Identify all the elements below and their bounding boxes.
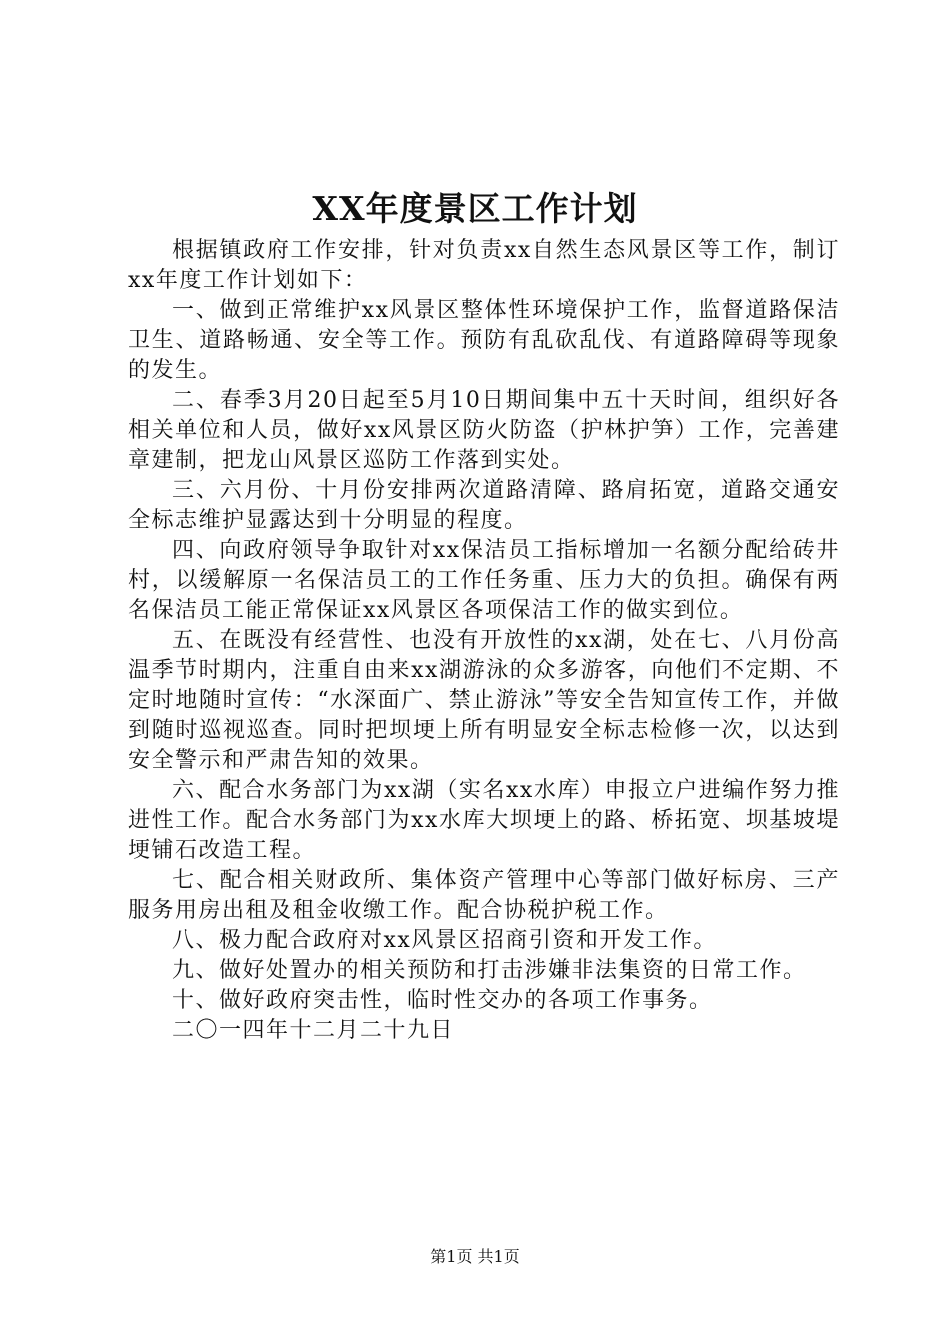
item-3-paragraph: 三、六月份、十月份安排两次道路清障、路肩拓宽，道路交通安全标志维护显露达到十分明显的程度。 [128,478,840,533]
item-7-paragraph: 七、配合相关财政所、集体资产管理中心等部门做好标房、三产服务用房出租及租金收缴工作。配合协税护税工作。 [128,868,840,923]
intro-paragraph: 根据镇政府工作安排，针对负责xx自然生态风景区等工作，制订xx年度工作计划如下： [128,238,840,293]
item-2-paragraph: 二、春季3月20日起至5月10日期间集中五十天时间，组织好各相关单位和人员，做好xx风景区防火防盗（护林护笋）工作，完善建章建制，把龙山风景区巡防工作落到实处。 [128,388,840,473]
item-6-paragraph: 六、配合水务部门为xx湖（实名xx水库）申报立户进编作努力推进性工作。配合水务部门为xx水库大坝埂上的路、桥拓宽、坝基坡堤埂铺石改造工程。 [128,778,840,863]
document-title: XX年度景区工作计划 [312,189,638,228]
item-8-paragraph: 八、极力配合政府对xx风景区招商引资和开发工作。 [172,928,717,953]
document-body [128,236,840,1046]
item-4-paragraph: 四、向政府领导争取针对xx保洁员工指标增加一名额分配给砖井村，以缓解原一名保洁员工的工作任务重、压力大的负担。确保有两名保洁员工能正常保证xx风景区各项保洁工作的做实到位。 [128,538,840,623]
item-10-paragraph: 十、做好政府突击性，临时性交办的各项工作事务。 [172,988,713,1013]
item-9-paragraph: 九、做好处置办的相关预防和打击涉嫌非法集资的日常工作。 [172,958,807,983]
item-1-paragraph: 一、做到正常维护xx风景区整体性环境保护工作，监督道路保洁卫生、道路畅通、安全等工作。预防有乱砍乱伐、有道路障碍等现象的发生。 [128,298,840,383]
date-paragraph: 二〇一四年十二月二十九日 [172,1018,455,1043]
item-5-paragraph: 五、在既没有经营性、也没有开放性的xx湖，处在七、八月份高温季节时期内，注重自由来xx湖游泳的众多游客，向他们不定期、不定时地随时宣传：“水深面广、禁止游泳”等安全告知宣传工作，并做到随时巡视巡查。同时把坝埂上所有明显安全标志检修一次，以达到安全警示和严肃告知的效果。 [128,628,840,773]
page-footer: 第1页 共1页 [430,1247,520,1266]
